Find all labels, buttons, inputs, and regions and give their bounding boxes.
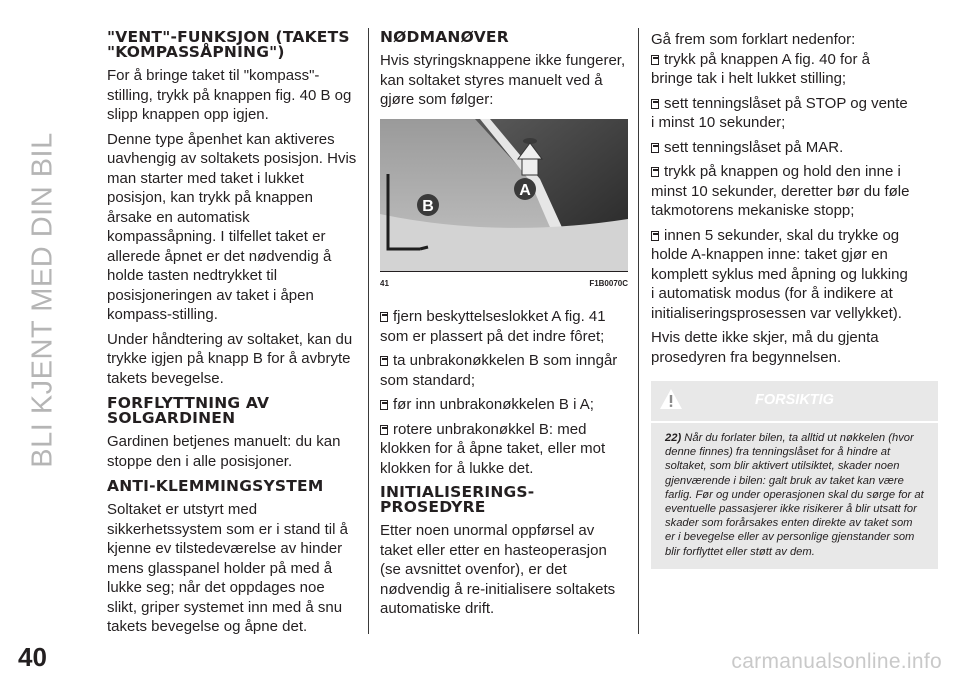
list-item: trykk på knappen og hold den inne i minst 10 sekunder, deretter bør du føle takmotorens mekaniske stopp; — [651, 163, 910, 219]
figure-code: F1B0070C — [589, 278, 628, 288]
column-divider — [368, 28, 369, 634]
bullet-icon — [651, 99, 659, 109]
figure-number: 41 — [380, 278, 389, 288]
bullet-icon — [651, 167, 659, 177]
paragraph: Gå frem som forklart nedenfor: — [651, 31, 856, 48]
bullet-icon — [651, 143, 659, 153]
list-item: innen 5 sekunder, skal du trykke og holde A-knappen inne: taket gjør en komplett syklus med åpning og lukking i automatisk modus (for å indikere at initialiseringsprosessen var vellykket). — [651, 226, 908, 322]
list-item: før inn unbrakonøkkelen B i A; — [380, 395, 630, 415]
figure-label-b: B — [422, 197, 434, 215]
watermark: carmanualsonline.info — [731, 650, 942, 673]
section-side-title-text: BLI KJENT MED DIN BIL — [26, 132, 59, 468]
warning-number: 22) — [665, 432, 682, 444]
paragraph: Hvis dette ikke skjer, må du gjenta prosedyren fra begynnelsen. — [651, 329, 879, 366]
list-item: rotere unbrakonøkkel B: med klokken for å åpne taket, eller mot klokken for å lukke det. — [380, 420, 606, 477]
paragraph: Under håndtering av soltaket, kan du trykke igjen på knapp B for å avbryte takets bevegelse. — [107, 330, 353, 387]
paragraph: Gardinen betjenes manuelt: du kan stoppe den i alle posisjoner. — [107, 433, 341, 470]
list-item: fjern beskyttelseslokket A fig. 41 som er plassert på det indre fôret; — [380, 308, 606, 345]
heading-vent-function: "VENT"-FUNKSJON (TAKETS "KOMPASSÅPNING") — [107, 28, 350, 61]
heading-sunshade: FORFLYTTNING AV SOLGARDINEN — [107, 394, 270, 427]
column-divider — [638, 28, 639, 634]
bullet-icon — [380, 356, 388, 366]
list-item: trykk på knappen A fig. 40 for å bringe tak i helt lukket stilling; — [651, 50, 870, 87]
section-side-title — [8, 0, 78, 640]
paragraph: For å bringe taket til "kompass"-stilling, trykk på knappen fig. 40 B og slipp knappen opp igjen. — [107, 67, 352, 123]
sunroof-illustration — [380, 119, 628, 271]
warning-body — [651, 423, 938, 569]
column-1 — [107, 30, 357, 642]
warning-text: Når du forlater bilen, ta alltid ut nøkkelen (hvor denne finnes) fra tenningslåset for å hindre at soltaket, som blir aktivert utilsiktet, skader noen gjenværende i bilen: galt bruk av taket kan være farlig. Før og under operasjonen skal du sørge for at eventuelle passasjerer ikke risikerer å blir utsatt for skader som forårsakes enten direkte av taket som er i bevegelse eller av personlige gjenstander som blir forflyttet eller støtt av dem. — [665, 432, 924, 558]
bullet-icon — [380, 312, 388, 322]
list-item: sett tenningslåset på STOP og vente i minst 10 sekunder; — [651, 94, 908, 131]
warning-title: FORSIKTIG — [755, 392, 834, 408]
heading-anti-pinch: ANTI-KLEMMINGSYSTEM — [107, 477, 324, 495]
list-item: ta unbrakonøkkelen B som inngår som standard; — [380, 352, 618, 389]
figure-label-a: A — [519, 181, 531, 199]
paragraph: Etter noen unormal oppførsel av taket eller etter en hasteoperasjon (se avsnittet ovenfor), er det nødvendig å re-initialisere soltakets automatiske drift. — [380, 522, 616, 617]
warning-header — [651, 381, 938, 423]
list-item: sett tenningslåset på MAR. — [651, 138, 911, 158]
heading-emergency: NØDMANØVER — [380, 28, 509, 46]
column-3 — [651, 30, 924, 569]
bullet-icon — [380, 425, 388, 435]
paragraph: Denne type åpenhet kan aktiveres uavhengig av soltakets posisjon. Hvis man starter med taket i lukket posisjon, kan trykk på knappen årsake en automatisk kompassåpning. I tilfellet taket er allerede åpnet er det nødvendig å holde tasten nedtrykket til posisjoneringen av taket i åpen kompass-stilling. — [107, 130, 357, 323]
paragraph: Soltaket er utstyrt med sikkerhetssystem som er i stand til å kjenne ev tilstedeværelse av hinder mens glasspanel holder på med å lukke seg; når det oppdages noe slikt, griper systemet inn med å snu takets bevegelse og åpne det. — [107, 501, 348, 635]
figure-caption — [380, 271, 628, 294]
bullet-icon — [380, 400, 388, 410]
bullet-icon — [651, 231, 659, 241]
heading-init-procedure: INITIALISERINGS- PROSEDYRE — [380, 483, 535, 516]
page-number: 40 — [18, 642, 47, 672]
paragraph: Hvis styringsknappene ikke fungerer, kan soltaket styres manuelt ved å gjøre som følger: — [380, 52, 626, 108]
figure-41 — [380, 119, 628, 271]
bullet-icon — [651, 55, 659, 65]
column-2 — [380, 30, 630, 624]
warning-box — [651, 381, 938, 569]
